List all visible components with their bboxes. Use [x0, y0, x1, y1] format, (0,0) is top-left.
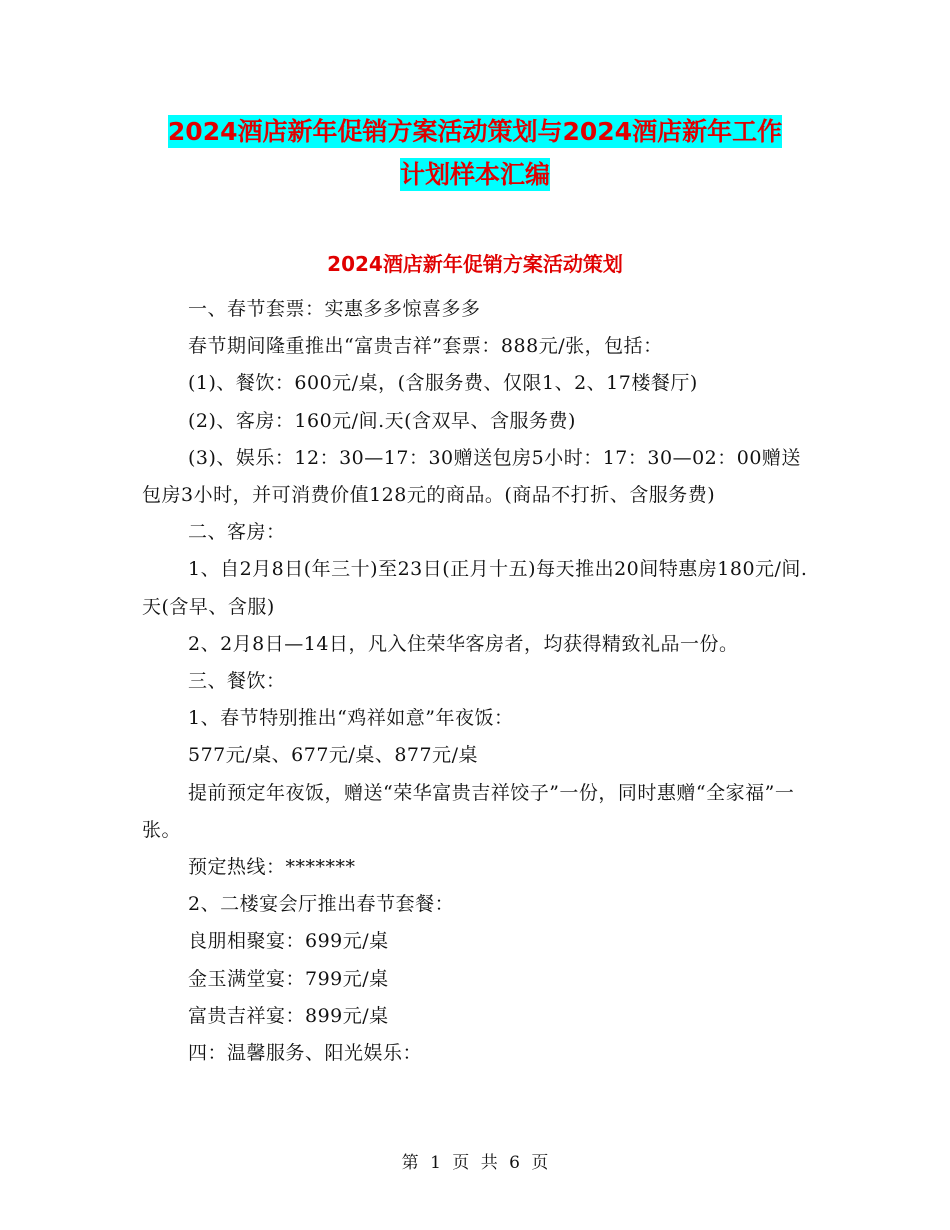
- paragraph: (2)、客房：160元/间.天(含双早、含服务费): [188, 409, 576, 432]
- paragraph: 1、春节特别推出“鸡祥如意”年夜饭：: [188, 707, 514, 730]
- section-heading: 2024酒店新年促销方案活动策划: [327, 252, 623, 276]
- title-line-1: 2024酒店新年促销方案活动策划与2024酒店新年工作: [167, 117, 783, 146]
- paragraph: 577元/桌、677元/桌、877元/桌: [188, 744, 478, 767]
- paragraph: 富贵吉祥宴：899元/桌: [188, 1004, 389, 1027]
- paragraph: 2、2月8日—14日，凡入住荣华客房者，均获得精致礼品一份。: [188, 632, 739, 655]
- paragraph: 四：温馨服务、阳光娱乐：: [188, 1042, 423, 1065]
- paragraph: 提前预定年夜饭，赠送“荣华富贵吉祥饺子”一份，同时惠赠“全家福”一张。: [142, 781, 795, 841]
- document-body: [142, 291, 812, 1072]
- document-title: [140, 112, 810, 198]
- paragraph: 二、客房：: [188, 521, 286, 544]
- paragraph: 一、春节套票：实惠多多惊喜多多: [188, 298, 481, 320]
- title-line-2: 计划样本汇编: [399, 160, 550, 189]
- paragraph: 金玉满堂宴：799元/桌: [188, 967, 389, 990]
- paragraph: (3)、娱乐：12：30—17：30赠送包房5小时：17：30—02：00赠送包房3小时，并可消费价值128元的商品。(商品不打折、含服务费): [142, 446, 801, 507]
- paragraph: 良朋相聚宴：699元/桌: [188, 930, 389, 953]
- page-footer: 第 1 页 共 6 页: [401, 1153, 549, 1173]
- paragraph: 1、自2月8日(年三十)至23日(正月十五)每天推出20间特惠房180元/间.天(含早、含服): [142, 558, 808, 618]
- paragraph: 2、二楼宴会厅推出春节套餐：: [188, 893, 455, 916]
- paragraph: 预定热线：*******: [188, 856, 356, 879]
- paragraph: 三、餐饮：: [188, 670, 286, 693]
- paragraph: 春节期间隆重推出“富贵吉祥”套票：888元/张，包括：: [188, 335, 663, 358]
- paragraph: (1)、餐饮：600元/桌，(含服务费、仅限1、2、17楼餐厅): [188, 372, 698, 395]
